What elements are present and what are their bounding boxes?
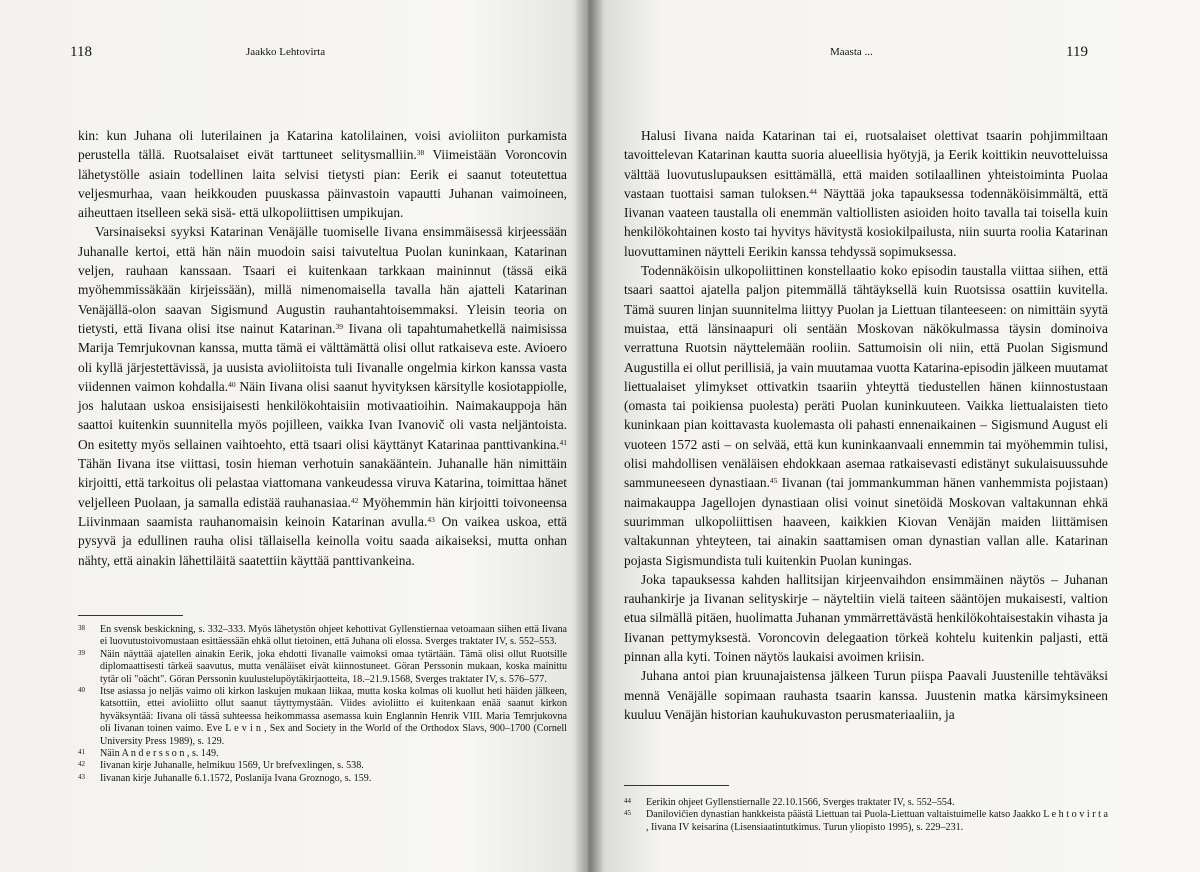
text-run: Iivana oli tapahtumahetkellä naimisissa Marija Temrjukovnan kanssa, mutta tämä ei välttämättä olisi ollut ratkaiseva este. Avioero oli kyllä järjestettävissä, ja uusista avioliitoista tuli Iivanalle ongelmia kirkon kanssa vasta viidennen vaimon kohdalla. <box>78 320 567 394</box>
text-run: Myöhemmin hän kirjoitti toivoneensa Liivinmaan saamista rauhanomaisin keinoin Katarinan avulla. <box>78 494 567 529</box>
footnote-number: 41 <box>78 748 85 757</box>
footnote <box>78 748 567 760</box>
right-page <box>588 0 1200 872</box>
page-number: 118 <box>70 44 92 60</box>
footnote-ref[interactable]: 39 <box>335 321 344 331</box>
footnotes <box>78 624 567 785</box>
footnote <box>624 797 1108 809</box>
footnote-text: Itse asiassa jo neljäs vaimo oli kirkon laskujen mukaan liikaa, mutta koska kolmas oli kuollut heti häiden jälkeen, katsottiin, ettei avioliitto ollut saanut täyttymystään. Viides avioliitto ei kuitenkaan enää saanut kirkon hyväksyntää: Iivana oli tässä suhteessa heikommassa asemassa kuin Englannin Henrik VIII. Maria Temrjukovna oli Iivanan toinen vaimo. Eve L e v i n , Sex and Society in the World of the Orthodox Slavs, 900–1700 (Cornell University Press 1989), s. 129. <box>100 686 567 747</box>
body-text <box>78 126 567 570</box>
footnote-number: 45 <box>624 809 631 818</box>
footnote-text: Eerikin ohjeet Gyllenstiernalle 22.10.1566, Sverges traktater IV, s. 552–554. <box>646 797 955 808</box>
text-run: Halusi Iivana naida Katarinan tai ei, ruotsalaiset olettivat tsaarin pohjimmiltaan tavoittelevan Katarinan kautta suoria alueellisia hyötyjä, ja Eerik koittikin neuvotteluissa välttää luovutuslupauksen esittämällä, että maiden sotilaallinen yhteistoiminta Puolaa vastaan tuottaisi saman tuloksen. <box>624 128 1108 201</box>
footnote-ref[interactable]: 42 <box>350 495 359 505</box>
paragraph <box>624 570 1108 666</box>
text-run: Juhana antoi pian kruunajaistensa jälkeen Turun piispa Paavali Juustenille tehtäväksi mennä Venäjälle sopimaan rauhasta tsaarin kanssa. Juustenin matka kärsimyksineen kuuluu Venäjän historian kauhukuvaston perusmateriaaliin, ja <box>624 668 1108 722</box>
footnote-ref[interactable]: 40 <box>228 379 236 389</box>
footnote <box>624 809 1108 834</box>
footnotes <box>624 797 1108 834</box>
footnote-number: 42 <box>78 760 85 769</box>
paragraph <box>78 222 567 569</box>
paragraph <box>624 261 1108 570</box>
text-run: Näin Iivana olisi saanut hyvityksen kärsitylle kosiotappiolle, jos halutaan uskoa ensisijaisesti henkilökohtaisiin motivaatioihin. Naimakauppoja hän saattoi kuitenkin suunnitella myös pojilleen, vaikka Ivan Ivanovič oli vasta neljäntoista. On esitetty myös sellainen vaihtoehto, että tsaari olisi käyttänyt Katarinaa panttivankina. <box>78 378 567 452</box>
paragraph <box>624 666 1108 724</box>
text-run: Iivanan (tai jommankumman hänen vanhemmista pojistaan) naimakauppa Jagellojen dynastiaan olisi voinut sinetöidä Moskovan valtakunnan ehkä suurimman ulkopoliittisen haaveen, kaikkien Kiovan Venäjän maiden liittämisen valtakunnan yhteyteen, tai ainakin saattamisen oman dynastian vallan alle. Katarinan pojasta Sigismundista tuli kuitenkin Puolan kuningas. <box>624 475 1109 568</box>
footnote-ref[interactable]: 41 <box>559 437 567 447</box>
footnote-number: 39 <box>78 648 85 657</box>
footnote-ref[interactable]: 43 <box>427 514 435 524</box>
footnote-number: 38 <box>78 624 85 632</box>
text-run: Viimeistään Voroncovin lähetystölle asiain todellinen laita selvisi tietysti pian: Eerik ei saanut toteutettua veljesmurhaa, vaan heikkouden puuskassa päinvastoin vapautti Juhanan vaimoineen, aiheuttaen itselleen sekä sisä- että ulkopoliittisen umpikujan. <box>78 147 567 221</box>
footnote <box>78 624 567 649</box>
footnote-number: 44 <box>624 797 631 805</box>
footnote <box>78 760 567 772</box>
text-run: Näyttää joka tapauksessa todennäköisimmältä, että Iivanan vaateen taustalla oli enemmän valtiollisten asioiden hoito tavalla tai toisella kuin henkilökohtainen kosto tai hyvitys hävitystä kosiokilpailusta, niin suurta roolia Katarinan luovuttaminen näytteli Eerikin kanssa tehdyssä sopimuksessa. <box>624 185 1108 259</box>
footnote-text: Danilovičien dynastian hankkeista päästä Liettuan tai Puola-Liettuan valtaistuimelle katso Jaakko L e h t o v i r t a , Iivana IV keisarina (Lisensiaatintutkimus. Turun yliopisto 1995), s. 229–231. <box>646 809 1108 833</box>
footnote-text: Iivanan kirje Juhanalle, helmikuu 1569, Ur brefvexlingen, s. 538. <box>100 760 364 772</box>
body-text <box>624 126 1108 724</box>
footnote-number: 43 <box>78 772 85 781</box>
left-page <box>0 0 588 872</box>
paragraph <box>78 126 567 222</box>
text-run: kin: kun Juhana oli luterilainen ja Katarina katolilainen, voisi avioliiton purkamista perustella tällä. Ruotsalaiset eivät tarttuneet selitysmalliin. <box>78 128 567 163</box>
footnote-text: Iivanan kirje Juhanalle 6.1.1572, Poslanija Ivana Groznogo, s. 159. <box>100 772 372 784</box>
footnote-number: 40 <box>78 686 85 695</box>
text-run: Joka tapauksessa kahden hallitsijan kirjeenvaihdon ensimmäinen näytös – Juhanan rauhankirje ja Iivanan selityskirje – näyteltiin vielä taiteen sääntöjen mukaisesti, valtion etua silmällä pitäen, huolimatta Juhanan ymmärrettävästä henkilökohtaisestakin vihasta ja Iivanan pettymyksestä. Voroncovin delegaation törkeä kohtelu kuitenkin paljasti, että pinnan alla kyti. Toinen näytös laukaisi avoimen kriisin. <box>624 571 1108 665</box>
running-head: Jaakko Lehtovirta <box>246 46 326 58</box>
footnote-ref[interactable]: 45 <box>769 476 778 486</box>
footnote-text: En svensk beskickning, s. 332–333. Myös lähetystön ohjeet kehottivat Gyllenstiernaa vetoamaan siihen että Iivana ei luovutustoivomustaan esittäessään ehkä ollut tietoinen, että Juhana oli elossa. Sverges traktater IV, s. 552–553. <box>100 624 567 648</box>
footnote-text: Näin näyttää ajatellen ainakin Eerik, joka ehdotti Iivanalle vaimoksi omaa tytärtään. Tämä olisi ollut Ruotsille diplomaattisesti tärkeä saavutus, mutta venäläiset eivät kiinnostuneet. Göran Perssonin mukaan, koska mainittu tytär oli "oächt". Göran Perssonin kuulustelupöytäkirjaotteita, 18.–21.9.1568, Sverges traktater IV, s. 576–577. <box>100 648 567 685</box>
text-run: On vaikea uskoa, että pysyvä ja edullinen rauha olisi tällaisella keinolla voitu saada aikaiseksi, mutta onhan nähty, että ainakin lähettiläitä saatettiin käyttää panttivankeina. <box>78 513 567 568</box>
footnote-ref[interactable]: 44 <box>809 186 817 196</box>
footnote-ref[interactable]: 38 <box>416 148 425 158</box>
page-number: 119 <box>1066 44 1088 60</box>
footnote <box>78 649 567 686</box>
footnote-rule <box>78 615 183 616</box>
running-head: Maasta ... <box>830 46 873 58</box>
text-run: Varsinaiseksi syyksi Katarinan Venäjälle tuomiselle Iivana ensimmäisessä kirjeessään Juhanalle kertoi, että hän näin muodoin saisi taivuteltua Puolan kuninkaan, Katarinan veljen, rauhaan kanssaan. Tsaari ei kuitenkaan tarkkaan maininnut (tässä eikä myöhemmissäkään kirjeissään), millä nimenomaisella tavalla hän ajatteli Katarinan Venäjällä-olon saavan Sigismund Augustin rauhantahtoisemmaksi. Yleisin teoria on tietysti, että Iivana olisi itse nainut Katarinan. <box>78 224 567 336</box>
footnote-text: Näin A n d e r s s o n , s. 149. <box>100 748 219 760</box>
text-run: Tähän Iivana itse viittasi, tosin hieman verhotuin sanakääntein. Juhanalle hän nimittäin kirjoitti, että tarkoitus oli pelastaa viattomana vankeudessa viruva Katarina, toimittaa hänet veljelleen Puolaan, ja samalla edistää rauhanasiaa. <box>78 456 567 510</box>
footnote <box>78 686 567 748</box>
paragraph <box>624 126 1108 261</box>
footnote-rule <box>624 785 729 786</box>
footnote <box>78 773 567 785</box>
text-run: Todennäköisin ulkopoliittinen konstellaatio koko episodin taustalla viittaa siihen, että tsaari saattoi ajatella paljon pitemmällä tähtäyksellä kuin Ruotsissa osattiin kuvitella. Tämä suuren linjan suunnitelma liittyy Puolan ja Liettuan tilanteeseen: on nimittäin syytä muistaa, että länsinaapuri oli sentään Moskovan näkökulmassa täysin dominoiva verrattuna Ruotsin näyttelemään rooliin. Sattumoisin oli niin, että Puolan Sigismund Augustilla ei ollut perillisiä, ja vain muutamaa vuotta Katarina-episodin jälkeen muutamat liettualaiset ylimykset ottivatkin tsaariin yhteyttä tiedustellen hänen kiinnostustaan (omasta tai poikiensa puolesta) peräti Puolan kuninkuuteen. Vaikka liettualaisten tieto kuninkaan pian koittavasta kuolemasta oli pahasti ennenaikainen – Sigismund August eli vuoteen 1572 asti – on selvää, että kun kuninkaanvaali ennemmin tai myöhemmin tulisi, olisi mahdollisen venäläisen ehdokkaan asemaa ratkaisevasti edistänyt sukulaisuussuhde sammuneeseen dynastiaan. <box>624 263 1108 491</box>
